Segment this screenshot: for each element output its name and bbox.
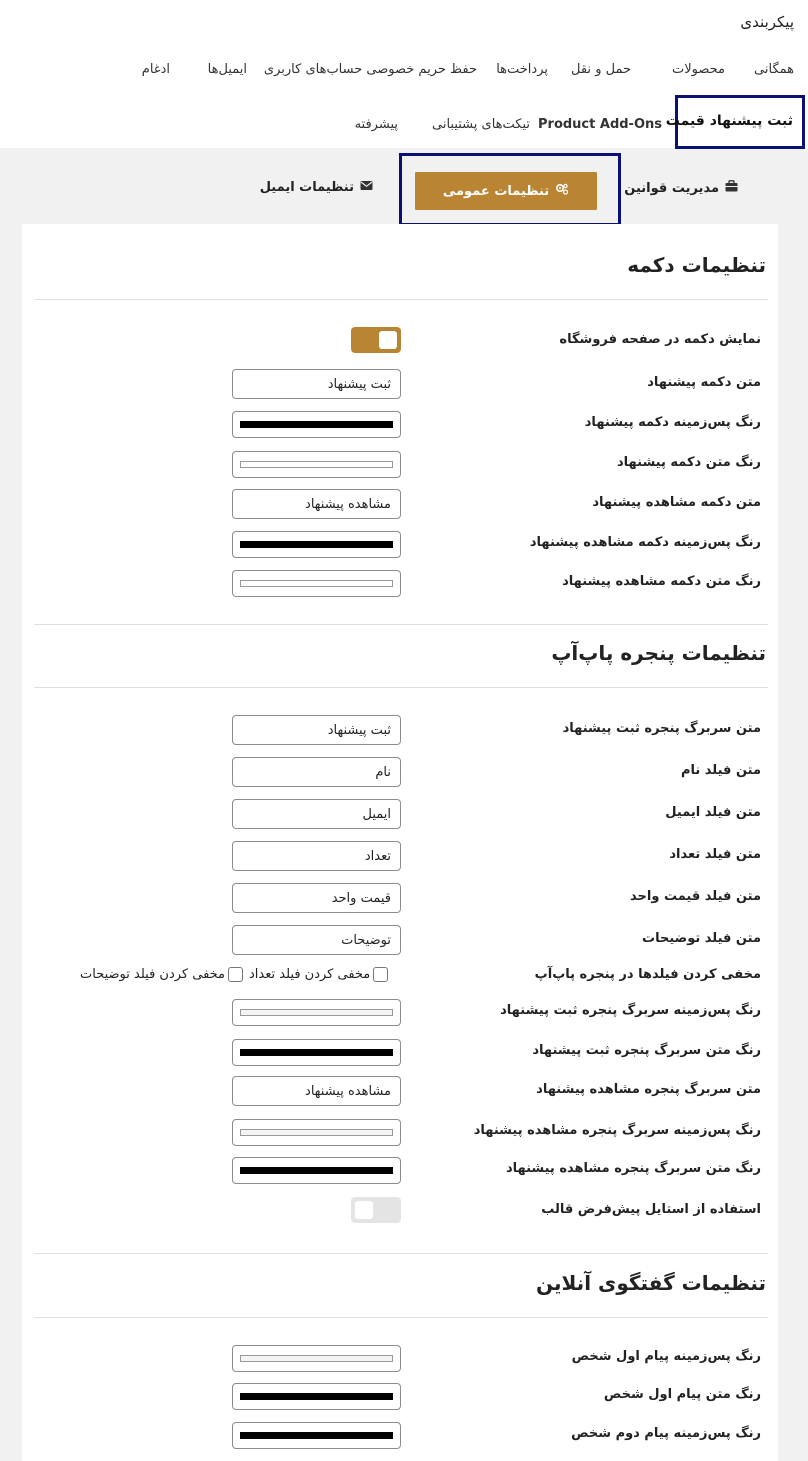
- label-popup-header-text: متن سربرگ پنجره ثبت پیشنهاد: [562, 721, 761, 736]
- nav-tab-price-offer-label: ثبت پیشنهاد قیمت: [665, 113, 793, 129]
- label-hide-desc: مخفی کردن فیلد توضیحات: [80, 967, 226, 982]
- label-desc-field: متن فیلد توضیحات: [642, 931, 761, 946]
- nav-tab-support-tickets[interactable]: تیکت‌های پشتیبانی: [431, 117, 530, 132]
- toggle-use-theme-style[interactable]: [351, 1197, 401, 1223]
- checkbox-hide-desc[interactable]: [228, 967, 243, 982]
- input-view-header-text[interactable]: [232, 1076, 401, 1106]
- briefcase-icon: [725, 180, 738, 196]
- hide-fields-options: [80, 967, 388, 982]
- checkbox-hide-qty[interactable]: [373, 967, 388, 982]
- section-title-chat-settings: تنظیمات گفتگوی آنلاین: [535, 1271, 766, 1295]
- divider: [34, 1317, 768, 1318]
- envelope-icon: [360, 180, 373, 195]
- nav-tab-advanced[interactable]: پیشرفته: [354, 117, 398, 132]
- color-first-msg-bg[interactable]: [232, 1345, 401, 1372]
- label-offer-button-text: متن دکمه پیشنهاد: [647, 375, 761, 390]
- gears-icon: [555, 183, 569, 199]
- label-hide-fields: مخفی کردن فیلدها در پنجره پاپ‌آپ: [534, 967, 761, 982]
- label-offer-button-text-color: رنگ متن دکمه پیشنهاد: [617, 455, 761, 470]
- label-email-field: متن فیلد ایمیل: [665, 805, 761, 820]
- input-name-field[interactable]: [232, 757, 401, 787]
- label-qty-field: متن فیلد تعداد: [669, 847, 761, 862]
- subtab-general-button[interactable]: تنظیمات عمومی: [415, 172, 597, 210]
- label-name-field: متن فیلد نام: [680, 763, 761, 778]
- label-view-button-text: متن دکمه مشاهده پیشنهاد: [592, 495, 761, 510]
- color-view-button-text[interactable]: [232, 570, 401, 597]
- nav-tab-product-addons[interactable]: Product Add-Ons: [538, 117, 662, 132]
- nav-item-privacy[interactable]: حفظ حریم خصوصی حساب‌های کاربری: [263, 62, 477, 77]
- color-popup-header-text[interactable]: [232, 1039, 401, 1066]
- color-view-header-bg[interactable]: [232, 1119, 401, 1146]
- nav-item-emails[interactable]: ایمیل‌ها: [207, 62, 247, 77]
- label-popup-header-bg: رنگ پس‌زمینه سربرگ پنجره ثبت پیشنهاد: [500, 1003, 761, 1018]
- nav-item-general[interactable]: همگانی: [754, 62, 794, 77]
- color-offer-button-bg[interactable]: [232, 411, 401, 438]
- nav-tab-price-offer[interactable]: [665, 95, 805, 149]
- section-title-button-settings: تنظیمات دکمه: [627, 253, 766, 277]
- divider: [34, 624, 768, 625]
- section-title-popup-settings: تنظیمات پنجره پاپ‌آپ: [551, 641, 766, 665]
- label-offer-button-bg: رنگ پس‌زمینه دکمه پیشنهاد: [584, 415, 761, 430]
- color-first-msg-text[interactable]: [232, 1383, 401, 1410]
- label-show-in-shop: نمایش دکمه در صفحه فروشگاه: [559, 332, 761, 347]
- input-unit-price-field[interactable]: [232, 883, 401, 913]
- label-second-msg-bg: رنگ پس‌زمینه پیام دوم شخص: [571, 1426, 761, 1441]
- input-popup-header-text[interactable]: [232, 715, 401, 745]
- nav-item-payments[interactable]: پرداخت‌ها: [496, 62, 548, 77]
- nav-item-products[interactable]: محصولات: [672, 62, 725, 77]
- color-popup-header-bg[interactable]: [232, 999, 401, 1026]
- input-desc-field[interactable]: [232, 925, 401, 955]
- divider: [34, 1253, 768, 1254]
- label-first-msg-bg: رنگ پس‌زمینه پیام اول شخص: [571, 1349, 761, 1364]
- label-view-header-text-color: رنگ متن سربرگ پنجره مشاهده پیشنهاد: [505, 1161, 761, 1176]
- color-offer-button-text[interactable]: [232, 451, 401, 478]
- label-popup-header-text-color: رنگ متن سربرگ پنجره ثبت پیشنهاد: [532, 1043, 761, 1058]
- label-view-button-bg: رنگ پس‌زمینه دکمه مشاهده پیشنهاد: [529, 535, 761, 550]
- label-use-theme-style: استفاده از استایل پیش‌فرض قالب: [541, 1202, 761, 1217]
- color-view-header-text[interactable]: [232, 1157, 401, 1184]
- input-email-field[interactable]: [232, 799, 401, 829]
- label-view-button-text-color: رنگ متن دکمه مشاهده پیشنهاد: [562, 574, 761, 589]
- divider: [34, 687, 768, 688]
- label-unit-price-field: متن فیلد قیمت واحد: [630, 889, 761, 904]
- toggle-show-in-shop[interactable]: [351, 327, 401, 353]
- color-second-msg-bg[interactable]: [232, 1422, 401, 1449]
- divider: [34, 299, 768, 300]
- subtab-rules[interactable]: مدیریت قوانین: [624, 180, 738, 196]
- color-view-button-bg[interactable]: [232, 531, 401, 558]
- input-qty-field[interactable]: [232, 841, 401, 871]
- input-view-button-text[interactable]: [232, 489, 401, 519]
- label-view-header-text: متن سربرگ پنجره مشاهده پیشنهاد: [536, 1082, 761, 1097]
- subtab-email[interactable]: تنظیمات ایمیل: [260, 180, 373, 195]
- nav-item-shipping[interactable]: حمل و نقل: [571, 62, 631, 77]
- label-first-msg-text: رنگ متن پیام اول شخص: [603, 1387, 761, 1402]
- input-offer-button-text[interactable]: [232, 369, 401, 399]
- page-title: پیکربندی: [740, 13, 794, 31]
- label-hide-qty: مخفی کردن فیلد تعداد: [249, 967, 371, 982]
- nav-item-integration[interactable]: ادغام: [141, 62, 170, 77]
- label-view-header-bg: رنگ پس‌زمینه سربرگ پنجره مشاهده پیشنهاد: [473, 1123, 761, 1138]
